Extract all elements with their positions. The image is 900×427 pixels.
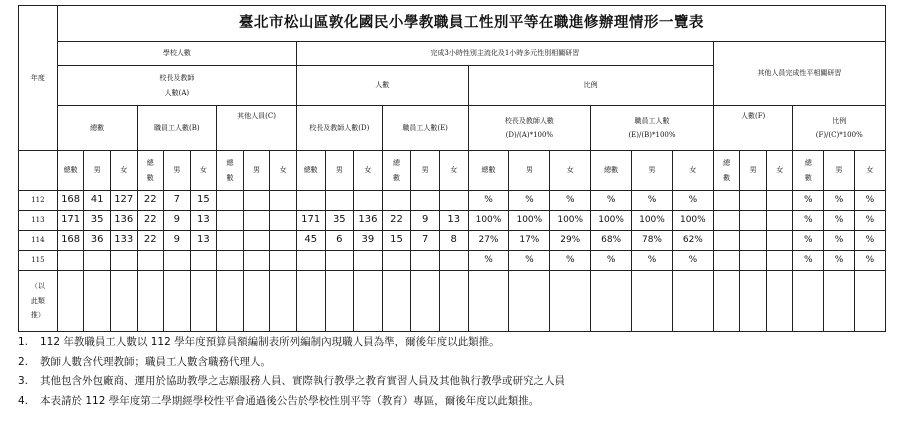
empty-cell (354, 271, 383, 332)
total-short-top: 總 (393, 158, 401, 167)
row-cell: 35 (325, 211, 354, 231)
empty-cell (164, 271, 191, 332)
row-cell: % (824, 211, 855, 231)
row-cell: 100% (468, 211, 509, 231)
empty-cell (713, 271, 740, 332)
note-text: 教師人數含代理教師；職員工人數含職務代理人。 (40, 355, 271, 368)
row-cell: % (672, 191, 713, 211)
row-cell: % (854, 191, 885, 211)
empty-cell (296, 271, 325, 332)
row-cell: 6 (325, 231, 354, 251)
row-cell: 13 (190, 231, 217, 251)
notes-section (18, 333, 888, 411)
other-ratio-line1: 比例 (832, 116, 847, 125)
row-cell: 41 (84, 191, 111, 211)
note-text: 其他包含外包廠商、運用於協助教學之志願服務人員、實際執行教學之教育實習人員及其他執行教學或研究之人員 (40, 375, 565, 387)
row-cell (217, 231, 244, 251)
row-cell (713, 211, 740, 231)
row-cell: % (550, 191, 591, 211)
year-header: 年度 (19, 6, 58, 151)
row-cell: % (793, 231, 824, 251)
subheader-total: 總數 (591, 151, 632, 191)
note-item (18, 372, 888, 392)
subheader-total-short (382, 151, 411, 191)
subheader-total: 總數 (57, 151, 84, 191)
row-cell: % (591, 251, 632, 271)
subheader-female: 女 (270, 151, 297, 191)
subheader-total-short (137, 151, 164, 191)
row-cell (243, 231, 270, 251)
ratio-staff-line2: (E)/(B)*100% (628, 130, 676, 139)
row-cell: 22 (137, 231, 164, 251)
row-cell (766, 251, 793, 271)
row-cell (766, 211, 793, 231)
empty-cell (217, 271, 244, 332)
ratio-principal-header (468, 106, 591, 151)
row-cell (217, 191, 244, 211)
row-cell: 136 (354, 211, 383, 231)
other-c-header: 其他人員(C) (217, 106, 297, 151)
row-cell: 7 (411, 231, 440, 251)
row-cell: 9 (411, 211, 440, 231)
row-cell: 36 (84, 231, 111, 251)
subheader-male: 男 (325, 151, 354, 191)
row-cell (740, 231, 767, 251)
row-cell: 171 (296, 211, 325, 231)
row-cell (217, 251, 244, 271)
row-cell: % (793, 211, 824, 231)
row-cell: 13 (439, 211, 468, 231)
row-cell: 39 (354, 231, 383, 251)
empty-cell (325, 271, 354, 332)
empty-cell (824, 271, 855, 332)
principal-teacher-d-header: 校長及教師人數(D) (296, 106, 382, 151)
row-cell: 100% (550, 211, 591, 231)
empty-cell (110, 271, 137, 332)
row-cell (411, 251, 440, 271)
row-cell: 127 (110, 191, 137, 211)
count-group-header: 人數 (296, 66, 468, 106)
row-cell: % (793, 191, 824, 211)
subheader-total-short (217, 151, 244, 191)
row-cell (110, 251, 137, 271)
row-cell: 62% (672, 231, 713, 251)
row-cell (382, 191, 411, 211)
row-cell: % (632, 191, 673, 211)
row-cell: 45 (296, 231, 325, 251)
etc-year (19, 271, 58, 332)
principal-teacher-a-line2: 人數(A) (164, 88, 190, 97)
row-cell: 100% (591, 211, 632, 231)
empty-cell (57, 271, 84, 332)
subheader-total-short (713, 151, 740, 191)
row-cell (713, 251, 740, 271)
subheader-female: 女 (672, 151, 713, 191)
row-cell: % (824, 231, 855, 251)
subheader-male: 男 (411, 151, 440, 191)
empty-cell (550, 271, 591, 332)
subheader-female: 女 (190, 151, 217, 191)
total-short-bottom: 數 (723, 173, 731, 182)
staff-e-header: 職員工人數(E) (382, 106, 468, 151)
row-cell: 136 (110, 211, 137, 231)
subheader-male: 男 (243, 151, 270, 191)
etc-line-2: 此類 (30, 296, 45, 305)
empty-cell (439, 271, 468, 332)
row-cell: 100% (509, 211, 550, 231)
row-cell: 27% (468, 231, 509, 251)
subheader-male: 男 (632, 151, 673, 191)
row-cell (382, 251, 411, 271)
note-item (18, 392, 888, 412)
row-cell (243, 191, 270, 211)
row-cell: 100% (632, 211, 673, 231)
row-cell: % (509, 251, 550, 271)
etc-line-3: 推） (30, 311, 45, 320)
row-cell: 15 (190, 191, 217, 211)
subheader-total-short (793, 151, 824, 191)
subheader-female: 女 (110, 151, 137, 191)
row-cell (439, 191, 468, 211)
row-cell: 68% (591, 231, 632, 251)
row-cell: % (854, 211, 885, 231)
row-cell: % (509, 191, 550, 211)
subheader-total: 總數 (468, 151, 509, 191)
subheader-male: 男 (824, 151, 855, 191)
row-cell: 133 (110, 231, 137, 251)
row-cell (713, 231, 740, 251)
row-cell: 78% (632, 231, 673, 251)
row-cell: 7 (164, 191, 191, 211)
row-cell: 168 (57, 231, 84, 251)
etc-line-1: （以 (30, 281, 45, 290)
row-cell (740, 211, 767, 231)
row-cell: % (824, 251, 855, 271)
row-cell (766, 231, 793, 251)
ratio-staff-line1: 職員工人數 (634, 116, 670, 125)
year-subheader-blank (19, 151, 58, 191)
row-cell (217, 211, 244, 231)
row-year: 112 (19, 191, 58, 211)
ratio-staff-header (591, 106, 714, 151)
empty-cell (382, 271, 411, 332)
note-number: 4. (18, 394, 29, 407)
empty-cell (411, 271, 440, 332)
principal-teacher-a-header (57, 66, 296, 106)
row-cell: 8 (439, 231, 468, 251)
subheader-male: 男 (84, 151, 111, 191)
subheader-female: 女 (550, 151, 591, 191)
other-complete-header: 其他人員完成性平相關研習 (713, 42, 885, 106)
row-cell (137, 251, 164, 271)
principal-teacher-a-line1: 校長及教師 (159, 73, 195, 82)
subheader-female: 女 (354, 151, 383, 191)
row-year: 113 (19, 211, 58, 231)
staff-b-header: 職員工人數(B) (137, 106, 217, 151)
total-short-top: 總 (146, 158, 154, 167)
row-cell (270, 251, 297, 271)
empty-cell (509, 271, 550, 332)
row-cell: 17% (509, 231, 550, 251)
note-item (18, 353, 888, 373)
empty-cell (137, 271, 164, 332)
subheader-total: 總數 (296, 151, 325, 191)
row-cell (243, 251, 270, 271)
empty-cell (632, 271, 673, 332)
empty-cell (793, 271, 824, 332)
note-text: 112 年教職員工人數以 112 學年度預算員額編制表所列編制內現職人員為準，爾後年度以此類推。 (40, 336, 500, 348)
total-short-top: 總 (723, 158, 731, 167)
row-cell: 171 (57, 211, 84, 231)
row-cell: 22 (137, 211, 164, 231)
total-short-top: 總 (804, 158, 812, 167)
row-cell: % (591, 191, 632, 211)
row-year: 114 (19, 231, 58, 251)
row-cell: 100% (672, 211, 713, 231)
empty-cell (84, 271, 111, 332)
row-cell (740, 191, 767, 211)
row-cell (270, 191, 297, 211)
total-short-bottom: 數 (146, 173, 154, 182)
row-cell (713, 191, 740, 211)
other-ratio-header (793, 106, 886, 151)
row-cell (296, 251, 325, 271)
row-cell (164, 251, 191, 271)
subheader-male: 男 (509, 151, 550, 191)
row-cell: % (468, 251, 509, 271)
subheader-male: 男 (740, 151, 767, 191)
in-service-training-table (18, 5, 886, 332)
row-cell: 9 (164, 231, 191, 251)
row-cell: % (672, 251, 713, 271)
note-number: 1. (18, 336, 29, 348)
other-f-header: 人數(F) (713, 106, 793, 151)
row-cell (296, 191, 325, 211)
other-ratio-line2: (F)/(C)*100% (815, 130, 863, 139)
row-cell: 29% (550, 231, 591, 251)
completed-training-header: 完成3小時性別主流化及1小時多元性別相關研習 (296, 42, 713, 66)
row-cell (354, 191, 383, 211)
note-item (18, 333, 888, 353)
row-cell: 35 (84, 211, 111, 231)
empty-cell (468, 271, 509, 332)
subheader-female: 女 (766, 151, 793, 191)
empty-cell (270, 271, 297, 332)
row-cell (190, 251, 217, 271)
row-cell: 168 (57, 191, 84, 211)
row-cell: 22 (382, 211, 411, 231)
empty-cell (854, 271, 885, 332)
row-cell (243, 211, 270, 231)
note-text: 本表請於 112 學年度第二學期經學校性平會通過後公告於學校性別平等（教育）專區，爾後年度以此類推。 (40, 394, 540, 407)
row-cell (325, 191, 354, 211)
note-number: 2. (18, 355, 29, 368)
row-cell: % (632, 251, 673, 271)
row-cell (270, 211, 297, 231)
total-short-top: 總 (226, 158, 234, 167)
row-cell: % (854, 251, 885, 271)
row-cell: % (854, 231, 885, 251)
row-cell (740, 251, 767, 271)
total-short-bottom: 數 (393, 173, 401, 182)
empty-cell (766, 271, 793, 332)
empty-cell (591, 271, 632, 332)
row-cell (325, 251, 354, 271)
row-cell (411, 191, 440, 211)
row-cell (354, 251, 383, 271)
empty-cell (740, 271, 767, 332)
row-cell (766, 191, 793, 211)
row-cell: 15 (382, 231, 411, 251)
row-cell: % (793, 251, 824, 271)
row-cell: 9 (164, 211, 191, 231)
subheader-male: 男 (164, 151, 191, 191)
row-cell: 22 (137, 191, 164, 211)
row-cell: % (824, 191, 855, 211)
row-cell (84, 251, 111, 271)
row-cell: % (468, 191, 509, 211)
ratio-group-header: 比例 (468, 66, 713, 106)
page-title: 臺北市松山區敦化國民小學教職員工性別平等在職進修辦理情形一覽表 (57, 6, 885, 42)
empty-cell (190, 271, 217, 332)
row-cell (270, 231, 297, 251)
school-count-header: 學校人數 (57, 42, 296, 66)
ratio-principal-line1: 校長及教師人數 (504, 116, 554, 125)
row-cell (439, 251, 468, 271)
ratio-principal-line2: (D)/(A)*100% (505, 130, 554, 139)
note-number: 3. (18, 375, 29, 387)
row-cell: % (550, 251, 591, 271)
subheader-female: 女 (854, 151, 885, 191)
row-cell: 13 (190, 211, 217, 231)
row-year: 115 (19, 251, 58, 271)
subheader-female: 女 (439, 151, 468, 191)
empty-cell (243, 271, 270, 332)
total-short-bottom: 數 (226, 173, 234, 182)
total-short-bottom: 數 (804, 173, 812, 182)
empty-cell (672, 271, 713, 332)
row-cell (57, 251, 84, 271)
total-a-header: 總數 (57, 106, 137, 151)
